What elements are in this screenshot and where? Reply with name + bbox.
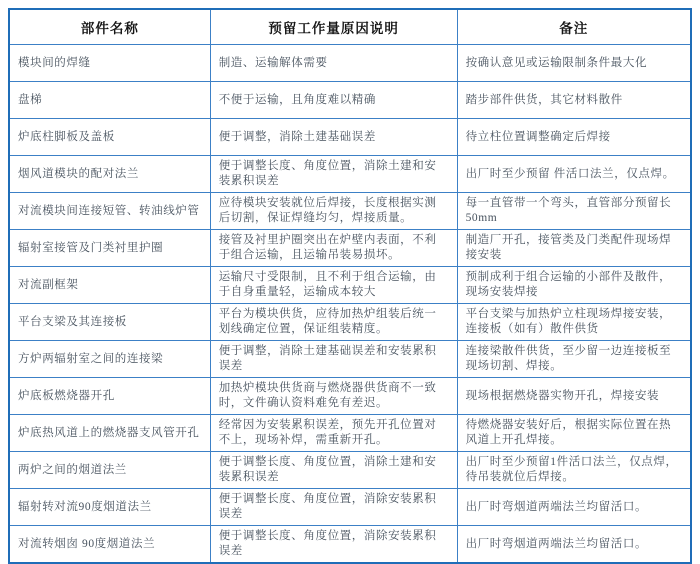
reason-cell: 经常因为安装累积误差，预先开孔位置对不上，现场补焊，需重新开孔。 xyxy=(210,415,457,452)
part-name-cell: 对流副框架 xyxy=(9,267,210,304)
parts-table xyxy=(8,8,692,564)
table-row xyxy=(9,82,691,119)
table-row xyxy=(9,526,691,564)
table-row xyxy=(9,193,691,230)
part-name-cell: 盘梯 xyxy=(9,82,210,119)
remark-cell: 按确认意见或运输限制条件最大化 xyxy=(457,45,691,82)
table-row xyxy=(9,230,691,267)
reason-cell: 加热炉模块供货商与燃烧器供货商不一致时，文件确认资料难免有差迟。 xyxy=(210,378,457,415)
reason-cell: 接管及衬里护圈突出在炉壁内表面，不利于组合运输，且运输吊装易损坏。 xyxy=(210,230,457,267)
remark-cell: 出厂时弯烟道两端法兰均留活口。 xyxy=(457,526,691,564)
part-name-cell: 烟风道模块的配对法兰 xyxy=(9,156,210,193)
part-name-cell: 辐射转对流90度烟道法兰 xyxy=(9,489,210,526)
reason-cell: 运输尺寸受限制，且不利于组合运输，由于自身重量轻，运输成本较大 xyxy=(210,267,457,304)
col-header-part-name: 部件名称 xyxy=(9,9,210,45)
remark-cell: 出厂时至少预留 件活口法兰，仅点焊。 xyxy=(457,156,691,193)
table-row xyxy=(9,415,691,452)
table-header xyxy=(9,9,691,45)
reason-cell: 便于调整，消除土建基础误差和安装累积误差 xyxy=(210,341,457,378)
col-header-reason: 预留工作量原因说明 xyxy=(210,9,457,45)
part-name-cell: 平台支梁及其连接板 xyxy=(9,304,210,341)
reason-cell: 便于调整长度、角度位置，消除安装累积误差 xyxy=(210,489,457,526)
remark-cell: 预制成利于组合运输的小部件及散件，现场安装焊接 xyxy=(457,267,691,304)
table-row xyxy=(9,378,691,415)
part-name-cell: 对流转烟囱 90度烟道法兰 xyxy=(9,526,210,564)
reason-cell: 不便于运输，且角度难以精确 xyxy=(210,82,457,119)
part-name-cell: 炉底板燃烧器开孔 xyxy=(9,378,210,415)
reason-cell: 平台为模块供货，应待加热炉组装后统一划线确定位置，保证组装精度。 xyxy=(210,304,457,341)
table-row xyxy=(9,341,691,378)
reason-cell: 便于调整，消除土建基础误差 xyxy=(210,119,457,156)
remark-cell: 待立柱位置调整确定后焊接 xyxy=(457,119,691,156)
table-row xyxy=(9,119,691,156)
part-name-cell: 方炉两辐射室之间的连接梁 xyxy=(9,341,210,378)
table-row xyxy=(9,156,691,193)
header-row xyxy=(9,9,691,45)
remark-cell: 平台支梁与加热炉立柱现场焊接安装，连接板（如有）散件供货 xyxy=(457,304,691,341)
table-row xyxy=(9,452,691,489)
table-row xyxy=(9,45,691,82)
reason-cell: 便于调整长度、角度位置，消除土建和安装累积误差 xyxy=(210,452,457,489)
reason-cell: 便于调整长度、角度位置，消除安装累积误差 xyxy=(210,526,457,564)
remark-cell: 每一直管带一个弯头，直管部分预留长50mm xyxy=(457,193,691,230)
remark-cell: 制造厂开孔，接管类及门类配件现场焊接安装 xyxy=(457,230,691,267)
table-row xyxy=(9,267,691,304)
part-name-cell: 两炉之间的烟道法兰 xyxy=(9,452,210,489)
remark-cell: 现场根据燃烧器实物开孔，焊接安装 xyxy=(457,378,691,415)
part-name-cell: 炉底柱脚板及盖板 xyxy=(9,119,210,156)
col-header-remark: 备注 xyxy=(457,9,691,45)
part-name-cell: 对流模块间连接短管、转油线炉管 xyxy=(9,193,210,230)
remark-cell: 踏步部件供货，其它材料散件 xyxy=(457,82,691,119)
reason-cell: 制造、运输解体需要 xyxy=(210,45,457,82)
table-body xyxy=(9,45,691,564)
reason-cell: 应待模块安装就位后焊接，长度根据实测后切割，保证焊缝均匀，焊接质量。 xyxy=(210,193,457,230)
remark-cell: 出厂时弯烟道两端法兰均留活口。 xyxy=(457,489,691,526)
part-name-cell: 炉底热风道上的燃烧器支风管开孔 xyxy=(9,415,210,452)
remark-cell: 待燃烧器安装好后，根据实际位置在热风道上开孔焊接。 xyxy=(457,415,691,452)
remark-cell: 出厂时至少预留1件活口法兰，仅点焊，待吊装就位后焊接。 xyxy=(457,452,691,489)
table-row xyxy=(9,489,691,526)
table-row xyxy=(9,304,691,341)
remark-cell: 连接梁散件供货，至少留一边连接板至现场切割、焊接。 xyxy=(457,341,691,378)
reason-cell: 便于调整长度、角度位置，消除土建和安装累积误差 xyxy=(210,156,457,193)
part-name-cell: 辐射室接管及门类衬里护圈 xyxy=(9,230,210,267)
part-name-cell: 模块间的焊缝 xyxy=(9,45,210,82)
